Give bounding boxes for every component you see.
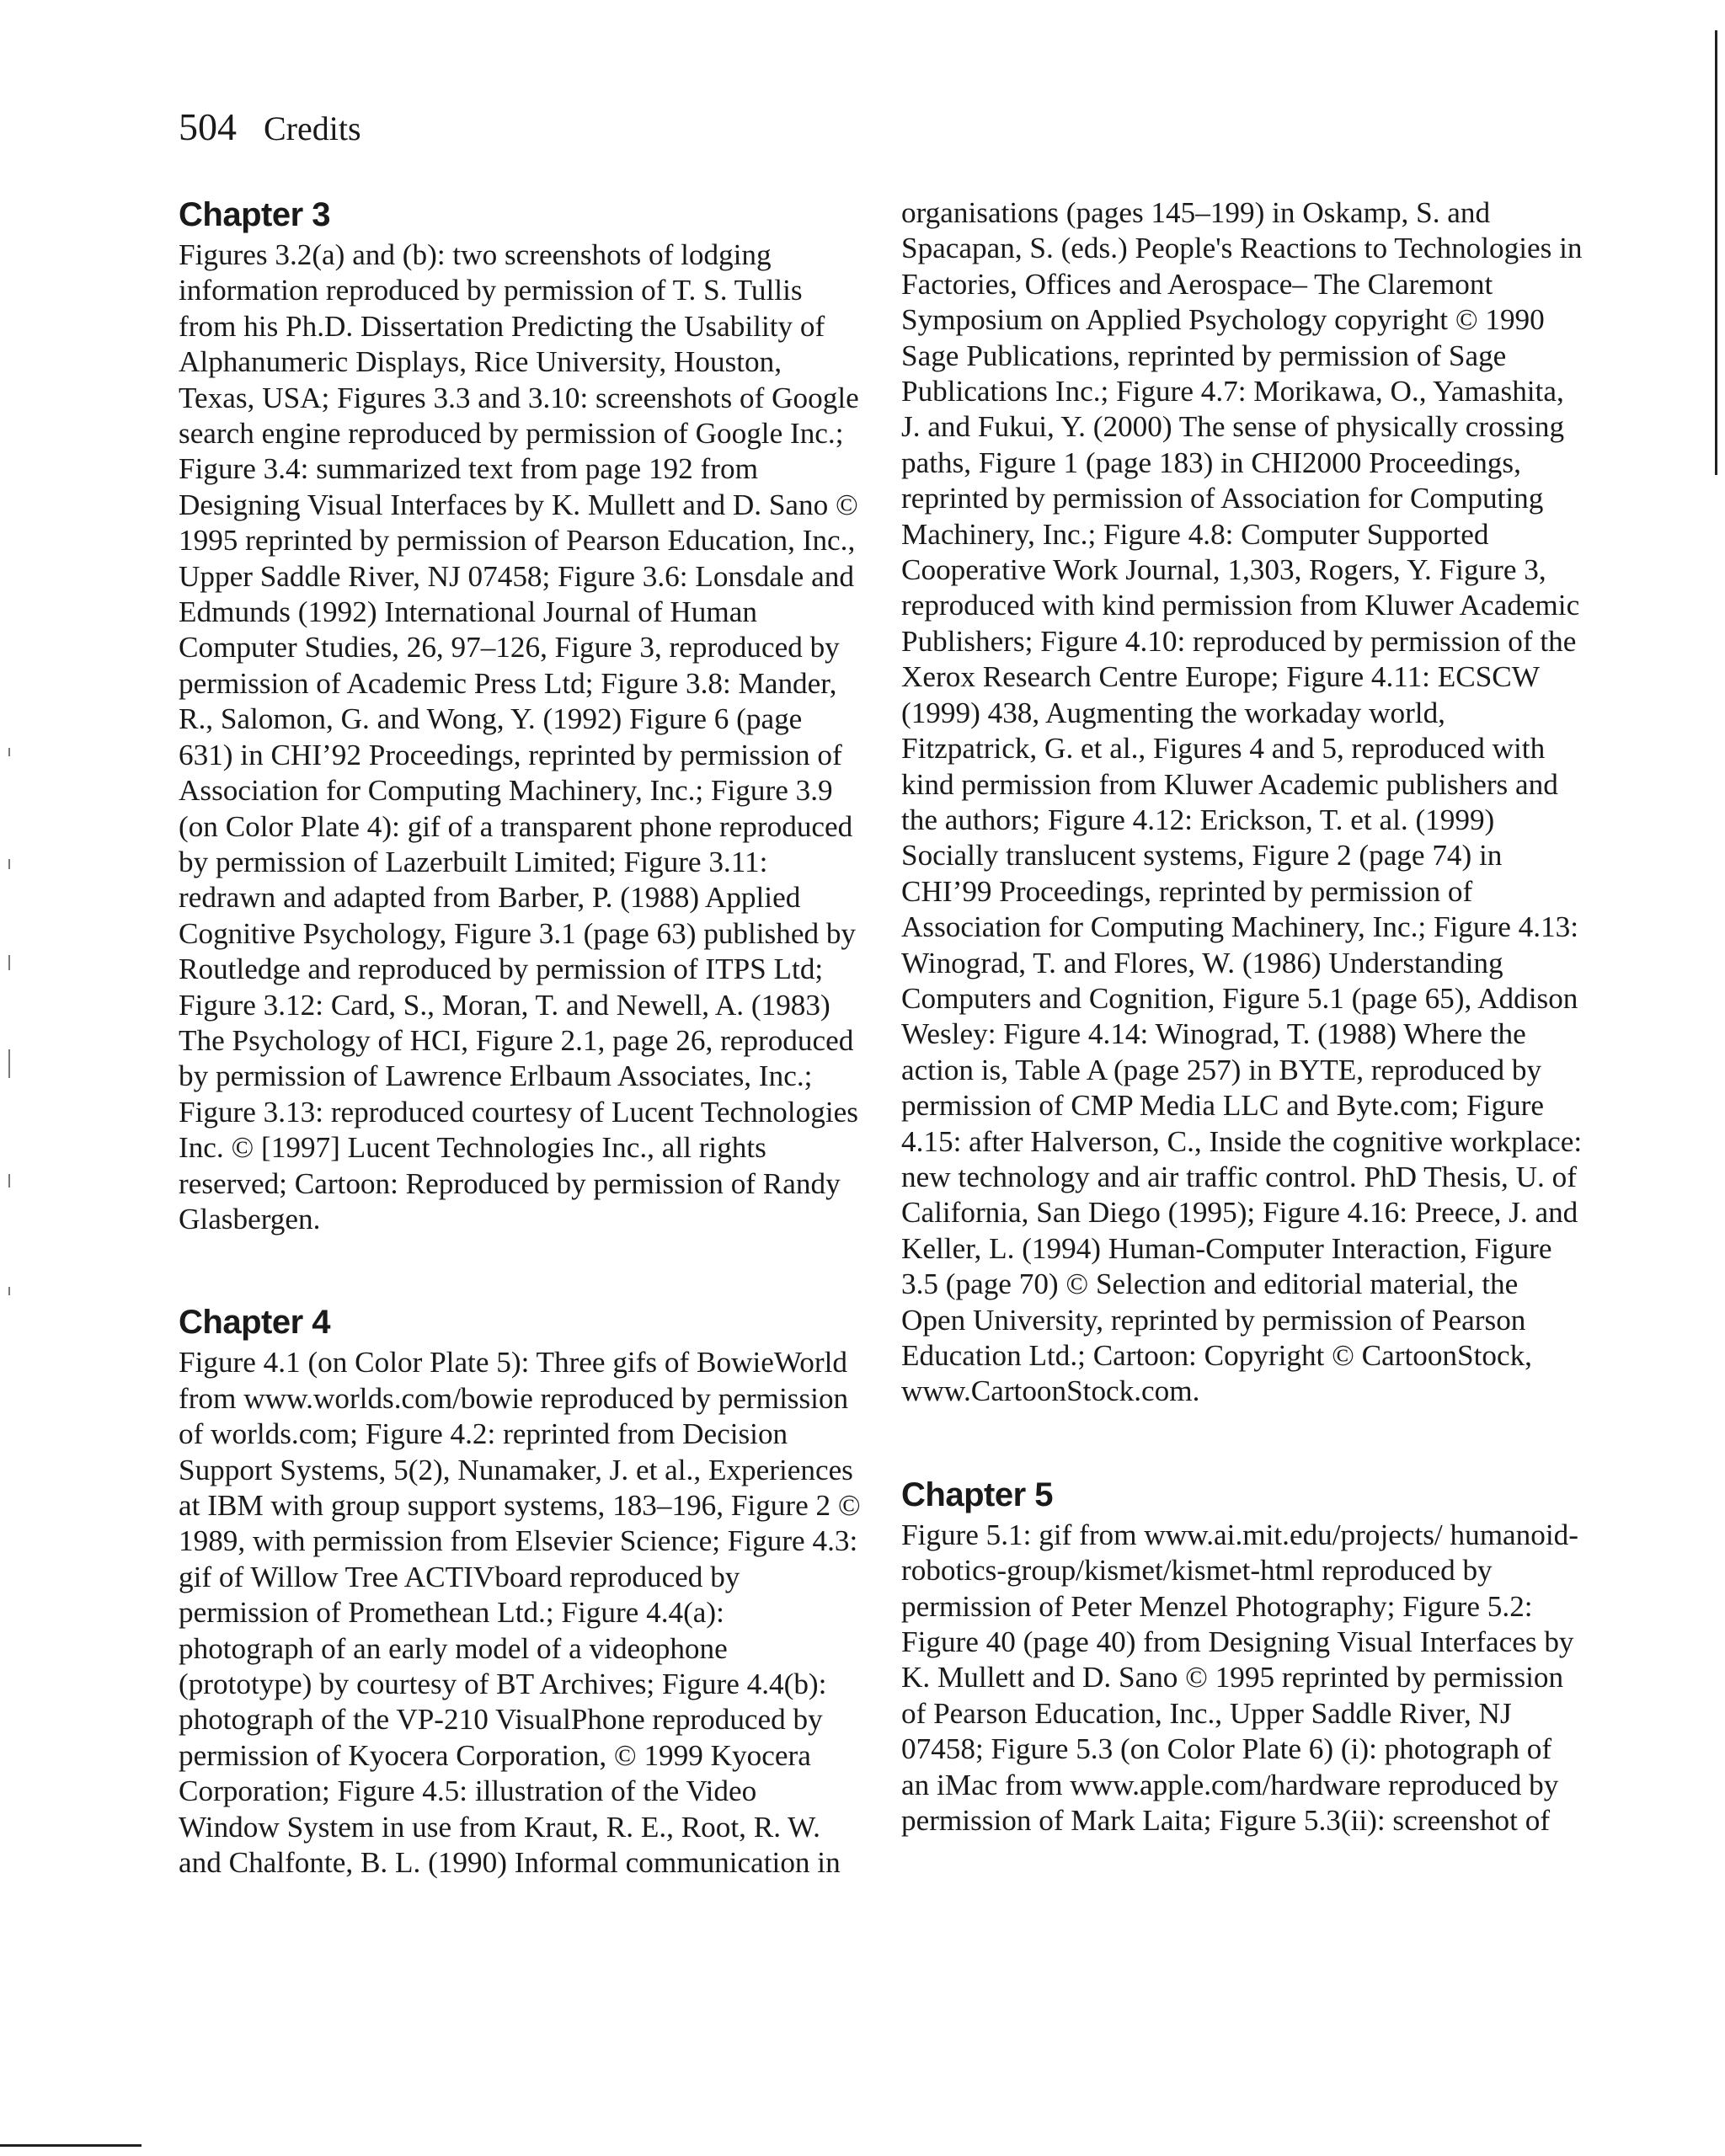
chapter-4-credits: Figure 4.1 (on Color Plate 5): Three gifs of BowieWorld from www.worlds.com/bowie reproduced by permission of worlds.com; Figure 4.2: reprinted from Decision Support Systems, 5(2), Nunamaker, J. et al., Experiences at IBM with group support systems, 183–196, Figure 2 © 1989, with permission from Elsevier Science; Figure 4.3: gif of Willow Tree ACTIVboard reproduced by permission of Promethean Ltd.; Figure 4.4(a): photograph of an early model of a videophone (prototype) by courtesy of BT Archives; Figure 4.4(b): photograph of the VP-210 VisualPhone reproduced by permission of Kyocera Corporation, © 1999 Kyocera Corporation; Figure 4.5: illustration of the Video Window System in use from Kraut, R. E., Root, R. W. and Chalfonte, B. L. (1990) Informal communication in [179,1346,861,1880]
right-column [901,195,1583,1838]
section-gap [901,1410,1583,1476]
margin-mark [8,859,10,869]
chapter-4-credits-continued: organisations (pages 145–199) in Oskamp, S. and Spacapan, S. (eds.) People's Reactions to Technologies in Factories, Offices and Aerospace– The Claremont Symposium on Applied Psychology copyright © 1990 Sage Publications, reprinted by permission of Sage Publications Inc.; Figure 4.7: Morikawa, O., Yamashita, J. and Fukui, Y. (2000) The sense of physically crossing paths, Figure 1 (page 183) in CHI2000 Proceedings, reprinted by permission of Association for Computing Machinery, Inc.; Figure 4.8: Computer Supported Cooperative Work Journal, 1,303, Rogers, Y. Figure 3, reproduced with kind permission from Kluwer Academic Publishers; Figure 4.10: reproduced by permission of the Xerox Research Centre Europe; Figure 4.11: ECSCW (1999) 438, Augmenting the workaday world, Fitzpatrick, G. et al., Figures 4 and 5, reproduced with kind permission from Kluwer Academic publishers and the authors; Figure 4.12: Erickson, T. et al. (1999) Socially translucent systems, Figure 2 (page 74) in CHI’99 Proceedings, reprinted by permission of Association for Computing Machinery, Inc.; Figure 4.13: Winograd, T. and Flores, W. (1986) Understanding Computers and Cognition, Figure 5.1 (page 65), Addison Wesley: Figure 4.14: Winograd, T. (1988) Where the action is, Table A (page 257) in BYTE, reproduced by permission of CMP Media LLC and Byte.com; Figure 4.15: after Halverson, C., Inside the cognitive workplace: new technology and air traffic control. PhD Thesis, U. of California, San Diego (1995); Figure 4.16: Preece, J. and Keller, L. (1994) Human-Computer Interaction, Figure 3.5 (page 70) © Selection and editorial material, the Open University, reprinted by permission of Pearson Education Ltd.; Cartoon: Copyright © CartoonStock, www.CartoonStock.com. [901,196,1583,1408]
running-head-section: Credits [264,109,361,147]
chapter-5-heading: Chapter 5 [901,1476,1053,1513]
running-head [179,105,361,148]
footer-rule [0,2144,142,2147]
margin-mark [8,1049,10,1078]
margin-mark [8,955,10,970]
page-number: 504 [179,105,237,148]
margin-mark [8,748,10,756]
left-column [179,195,861,1881]
section-gap [179,1237,861,1303]
chapter-3-credits: Figures 3.2(a) and (b): two screenshots of lodging information reproduced by permission of T. S. Tullis from his Ph.D. Dissertation Predicting the Usability of Alphanumeric Displays, Rice University, Houston, Texas, USA; Figures 3.3 and 3.10: screenshots of Google search engine reproduced by permission of Google Inc.; Figure 3.4: summarized text from page 192 from Designing Visual Interfaces by K. Mullett and D. Sano © 1995 reprinted by permission of Pearson Education, Inc., Upper Saddle River, NJ 07458; Figure 3.6: Lonsdale and Edmunds (1992) International Journal of Human Computer Studies, 26, 97–126, Figure 3, reproduced by permission of Academic Press Ltd; Figure 3.8: Mander, R., Salomon, G. and Wong, Y. (1992) Figure 6 (page 631) in CHI’92 Proceedings, reprinted by permission of Association for Computing Machinery, Inc.; Figure 3.9 (on Color Plate 4): gif of a transparent phone reproduced by permission of Lazerbuilt Limited; Figure 3.11: redrawn and adapted from Barber, P. (1988) Applied Cognitive Psychology, Figure 3.1 (page 63) published by Routledge and reproduced by permission of ITPS Ltd; Figure 3.12: Card, S., Moran, T. and Newell, A. (1983) The Psychology of HCI, Figure 2.1, page 26, reproduced by permission of Lawrence Erlbaum Associates, Inc.; Figure 3.13: reproduced courtesy of Lucent Technologies Inc. © [1997] Lucent Technologies Inc., all rights reserved; Cartoon: Reproduced by permission of Randy Glasbergen. [179,238,859,1235]
chapter-4-heading: Chapter 4 [179,1304,330,1342]
chapter-5-credits: Figure 5.1: gif from www.ai.mit.edu/projects/ humanoid-robotics-group/kismet/kismet-html reproduced by permission of Peter Menzel Photography; Figure 5.2: Figure 40 (page 40) from Designing Visual Interfaces by K. Mullett and D. Sano © 1995 reprinted by permission of Pearson Education, Inc., Upper Saddle River, NJ 07458; Figure 5.3 (on Color Plate 6) (i): photograph of an iMac from www.apple.com/hardware reproduced by permission of Mark Laita; Figure 5.3(ii): screenshot of [901,1518,1578,1838]
margin-mark [8,1174,10,1187]
margin-mark [8,1287,10,1295]
chapter-3-heading: Chapter 3 [179,196,330,233]
page-edge-rule [1715,30,1717,475]
